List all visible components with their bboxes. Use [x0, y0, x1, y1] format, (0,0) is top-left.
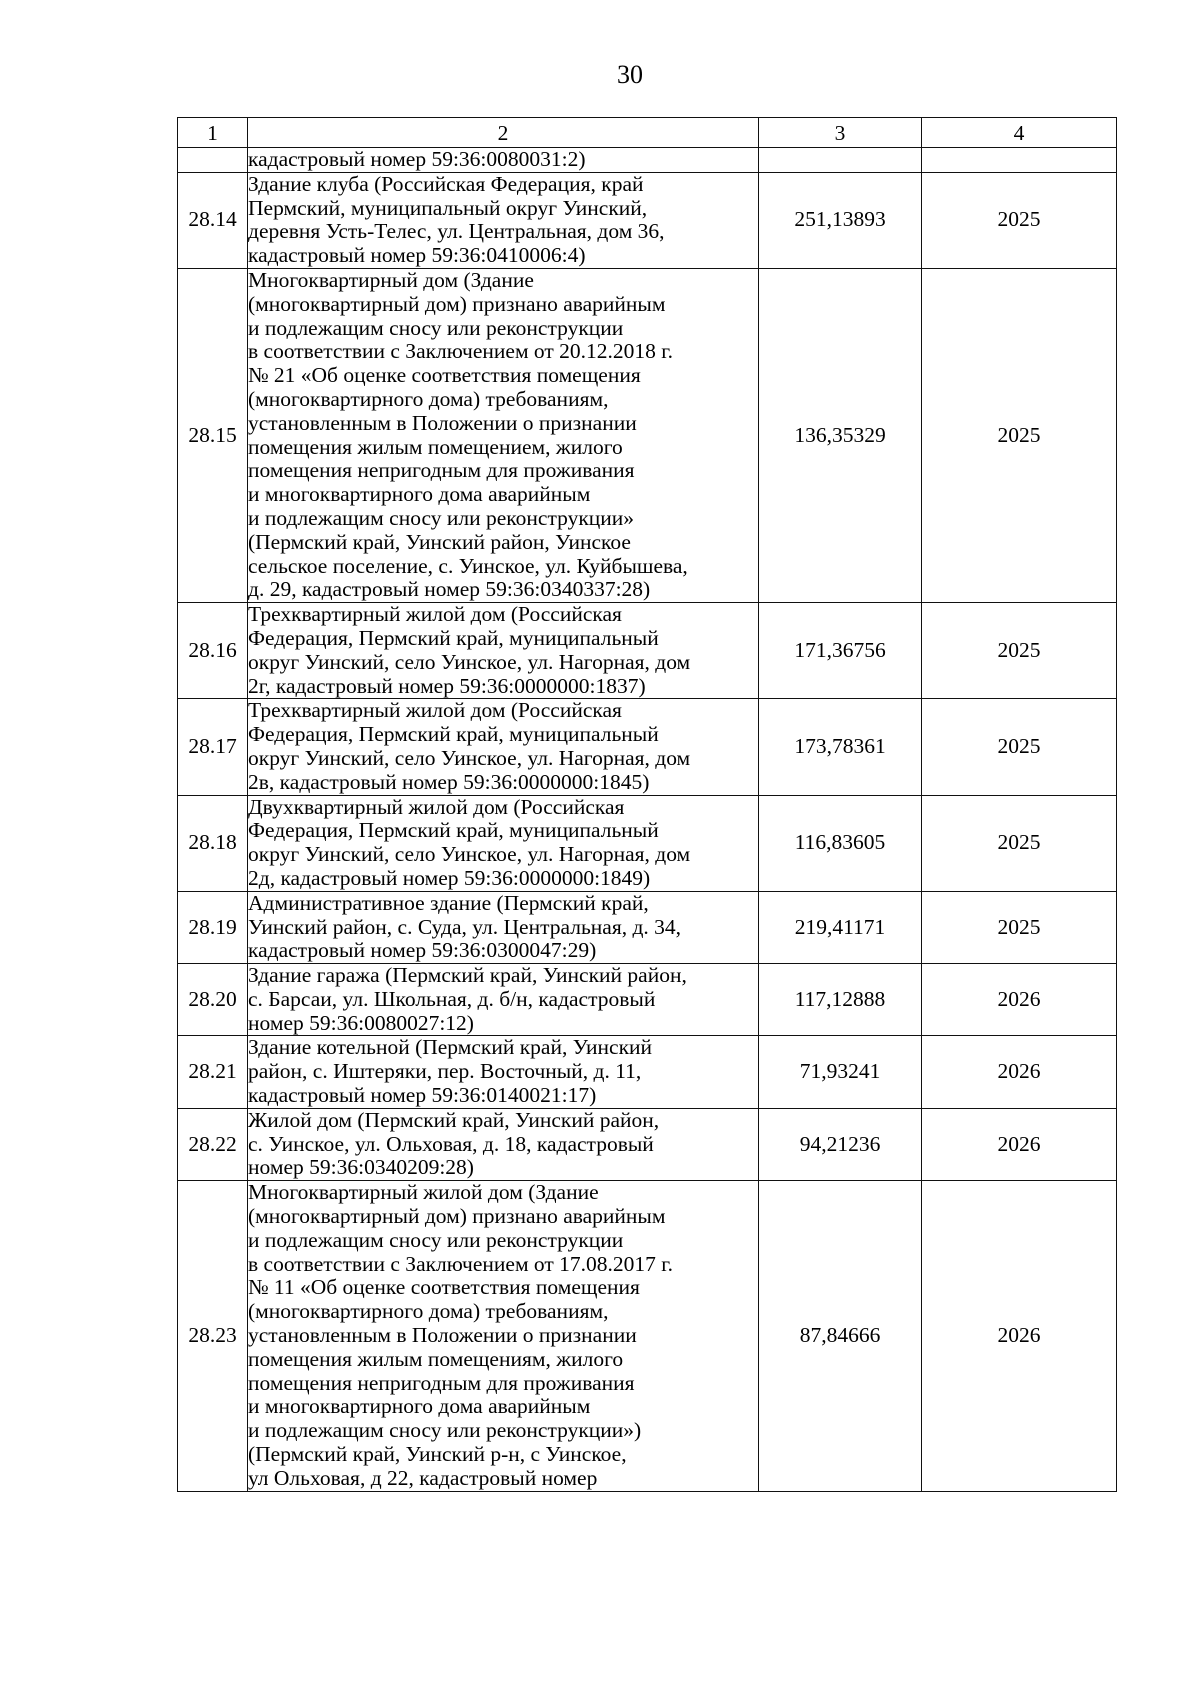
description-line: кадастровый номер 59:36:0300047:29): [248, 938, 597, 963]
description-line: и многоквартирного дома аварийным: [248, 1394, 591, 1419]
description-line: Уинский район, с. Суда, ул. Центральная, д. 34,: [248, 914, 682, 939]
row-number-cell: 28.19: [178, 891, 248, 963]
year-cell: 2026: [922, 1181, 1117, 1491]
year-cell: 2026: [922, 1108, 1117, 1180]
row-number-cell: 28.14: [178, 172, 248, 268]
year-cell: [922, 148, 1117, 173]
table-row: [178, 891, 1117, 963]
description-cell: [248, 1108, 759, 1180]
table-row: [178, 964, 1117, 1036]
table-row: [178, 603, 1117, 699]
description-line: Многоквартирный жилой дом (Здание: [248, 1180, 599, 1205]
description-line: Жилой дом (Пермский край, Уинский район,: [248, 1107, 660, 1132]
description-line: (многоквартирный дом) признано аварийным: [248, 291, 666, 316]
description-line: Двухквартирный жилой дом (Российская: [248, 794, 625, 819]
value-cell: 71,93241: [759, 1036, 922, 1108]
description-line: номер 59:36:0080027:12): [248, 1010, 474, 1035]
row-number-cell: 28.17: [178, 699, 248, 795]
description-line: кадастровый номер 59:36:0140021:17): [248, 1083, 597, 1108]
description-line: номер 59:36:0340209:28): [248, 1155, 474, 1180]
description-cell: [248, 268, 759, 602]
description-line: помещения непригодным для проживания: [248, 1370, 635, 1395]
description-line: д. 29, кадастровый номер 59:36:0340337:28): [248, 577, 651, 602]
description-line: кадастровый номер 59:36:0080031:2): [248, 147, 586, 171]
header-cell-1: 1: [178, 118, 248, 148]
description-cell: [248, 891, 759, 963]
description-line: Трехквартирный жилой дом (Российская: [248, 602, 622, 627]
year-cell: 2025: [922, 699, 1117, 795]
description-line: ул Ольховая, д 22, кадастровый номер: [248, 1465, 598, 1490]
value-cell: 116,83605: [759, 795, 922, 891]
row-number-cell: 28.16: [178, 603, 248, 699]
year-cell: 2025: [922, 795, 1117, 891]
value-cell: 117,12888: [759, 964, 922, 1036]
description-line: 2в, кадастровый номер 59:36:0000000:1845): [248, 769, 650, 794]
row-number-cell: 28.22: [178, 1108, 248, 1180]
value-cell: [759, 148, 922, 173]
description-cell: [248, 964, 759, 1036]
description-line: сельское поселение, с. Уинское, ул. Куйбышева,: [248, 553, 688, 578]
description-line: округ Уинский, село Уинское, ул. Нагорная, дом: [248, 842, 691, 867]
description-line: в соответствии с Заключением от 20.12.2018 г.: [248, 339, 674, 364]
description-line: помещения жилым помещением, жилого: [248, 434, 623, 459]
description-line: Федерация, Пермский край, муниципальный: [248, 818, 659, 843]
description-cell: [248, 795, 759, 891]
table-row: [178, 1036, 1117, 1108]
description-line: № 21 «Об оценке соответствия помещения: [248, 363, 641, 388]
year-cell: 2025: [922, 268, 1117, 602]
value-cell: 94,21236: [759, 1108, 922, 1180]
description-line: Здание гаража (Пермский край, Уинский район,: [248, 963, 687, 988]
row-number-cell: 28.15: [178, 268, 248, 602]
description-line: Здание клуба (Российская Федерация, край: [248, 171, 644, 196]
description-line: и подлежащим сносу или реконструкции»: [248, 505, 635, 530]
page-number: 30: [617, 60, 643, 89]
description-line: и подлежащим сносу или реконструкции»): [248, 1418, 642, 1443]
description-line: (Пермский край, Уинский р-н, с Уинское,: [248, 1442, 627, 1467]
description-cell: [248, 1036, 759, 1108]
description-cell: [248, 148, 759, 173]
header-cell-4: 4: [922, 118, 1117, 148]
table-header-row: [178, 118, 1117, 148]
value-cell: 136,35329: [759, 268, 922, 602]
table-row: [178, 268, 1117, 602]
description-line: установленным в Положении о признании: [248, 1323, 637, 1348]
value-cell: 219,41171: [759, 891, 922, 963]
description-line: Федерация, Пермский край, муниципальный: [248, 625, 659, 650]
value-cell: 171,36756: [759, 603, 922, 699]
description-line: кадастровый номер 59:36:0410006:4): [248, 243, 586, 268]
value-cell: 251,13893: [759, 172, 922, 268]
row-number-cell: [178, 148, 248, 173]
description-line: Пермский, муниципальный округ Уинский,: [248, 195, 648, 220]
description-line: 2д, кадастровый номер 59:36:0000000:1849): [248, 865, 651, 890]
description-line: Административное здание (Пермский край,: [248, 890, 649, 915]
description-line: округ Уинский, село Уинское, ул. Нагорная, дом: [248, 745, 691, 770]
description-line: (многоквартирного дома) требованиям,: [248, 1299, 609, 1324]
year-cell: 2025: [922, 172, 1117, 268]
description-line: Трехквартирный жилой дом (Российская: [248, 698, 622, 723]
table-row: [178, 699, 1117, 795]
year-cell: 2025: [922, 891, 1117, 963]
description-cell: [248, 172, 759, 268]
description-line: с. Барсаи, ул. Школьная, д. б/н, кадастровый: [248, 986, 656, 1011]
year-cell: 2026: [922, 1036, 1117, 1108]
description-line: деревня Усть-Телес, ул. Центральная, дом 36,: [248, 219, 665, 244]
row-number-cell: 28.18: [178, 795, 248, 891]
description-line: 2г, кадастровый номер 59:36:0000000:1837): [248, 673, 646, 698]
description-line: Федерация, Пермский край, муниципальный: [248, 722, 659, 747]
description-cell: [248, 603, 759, 699]
description-line: округ Уинский, село Уинское, ул. Нагорная, дом: [248, 649, 691, 674]
header-cell-3: 3: [759, 118, 922, 148]
year-cell: 2025: [922, 603, 1117, 699]
header-cell-2: 2: [248, 118, 759, 148]
description-line: (многоквартирный дом) признано аварийным: [248, 1204, 666, 1229]
row-number-cell: 28.23: [178, 1181, 248, 1491]
objects-table: [177, 117, 1117, 1492]
description-cell: [248, 699, 759, 795]
description-line: Здание котельной (Пермский край, Уинский: [248, 1035, 653, 1060]
description-line: № 11 «Об оценке соответствия помещения: [248, 1275, 640, 1300]
table-row: [178, 172, 1117, 268]
description-line: с. Уинское, ул. Ольховая, д. 18, кадастровый: [248, 1131, 654, 1156]
description-line: в соответствии с Заключением от 17.08.2017 г.: [248, 1251, 674, 1276]
value-cell: 87,84666: [759, 1181, 922, 1491]
description-line: и подлежащим сносу или реконструкции: [248, 315, 624, 340]
description-line: и многоквартирного дома аварийным: [248, 482, 591, 507]
description-line: помещения жилым помещениям, жилого: [248, 1346, 624, 1371]
table-row: [178, 795, 1117, 891]
description-line: район, с. Иштеряки, пер. Восточный, д. 11,: [248, 1059, 642, 1084]
description-line: Многоквартирный дом (Здание: [248, 267, 534, 292]
table-row: [178, 1181, 1117, 1491]
description-line: и подлежащим сносу или реконструкции: [248, 1227, 624, 1252]
continuation-row: [178, 148, 1117, 173]
description-line: (многоквартирного дома) требованиям,: [248, 386, 609, 411]
value-cell: 173,78361: [759, 699, 922, 795]
description-line: (Пермский край, Уинский район, Уинское: [248, 529, 631, 554]
year-cell: 2026: [922, 964, 1117, 1036]
description-line: помещения непригодным для проживания: [248, 458, 635, 483]
description-line: установленным в Положении о признании: [248, 410, 637, 435]
table-body: [178, 118, 1117, 1492]
description-cell: [248, 1181, 759, 1491]
table-row: [178, 1108, 1117, 1180]
row-number-cell: 28.20: [178, 964, 248, 1036]
row-number-cell: 28.21: [178, 1036, 248, 1108]
